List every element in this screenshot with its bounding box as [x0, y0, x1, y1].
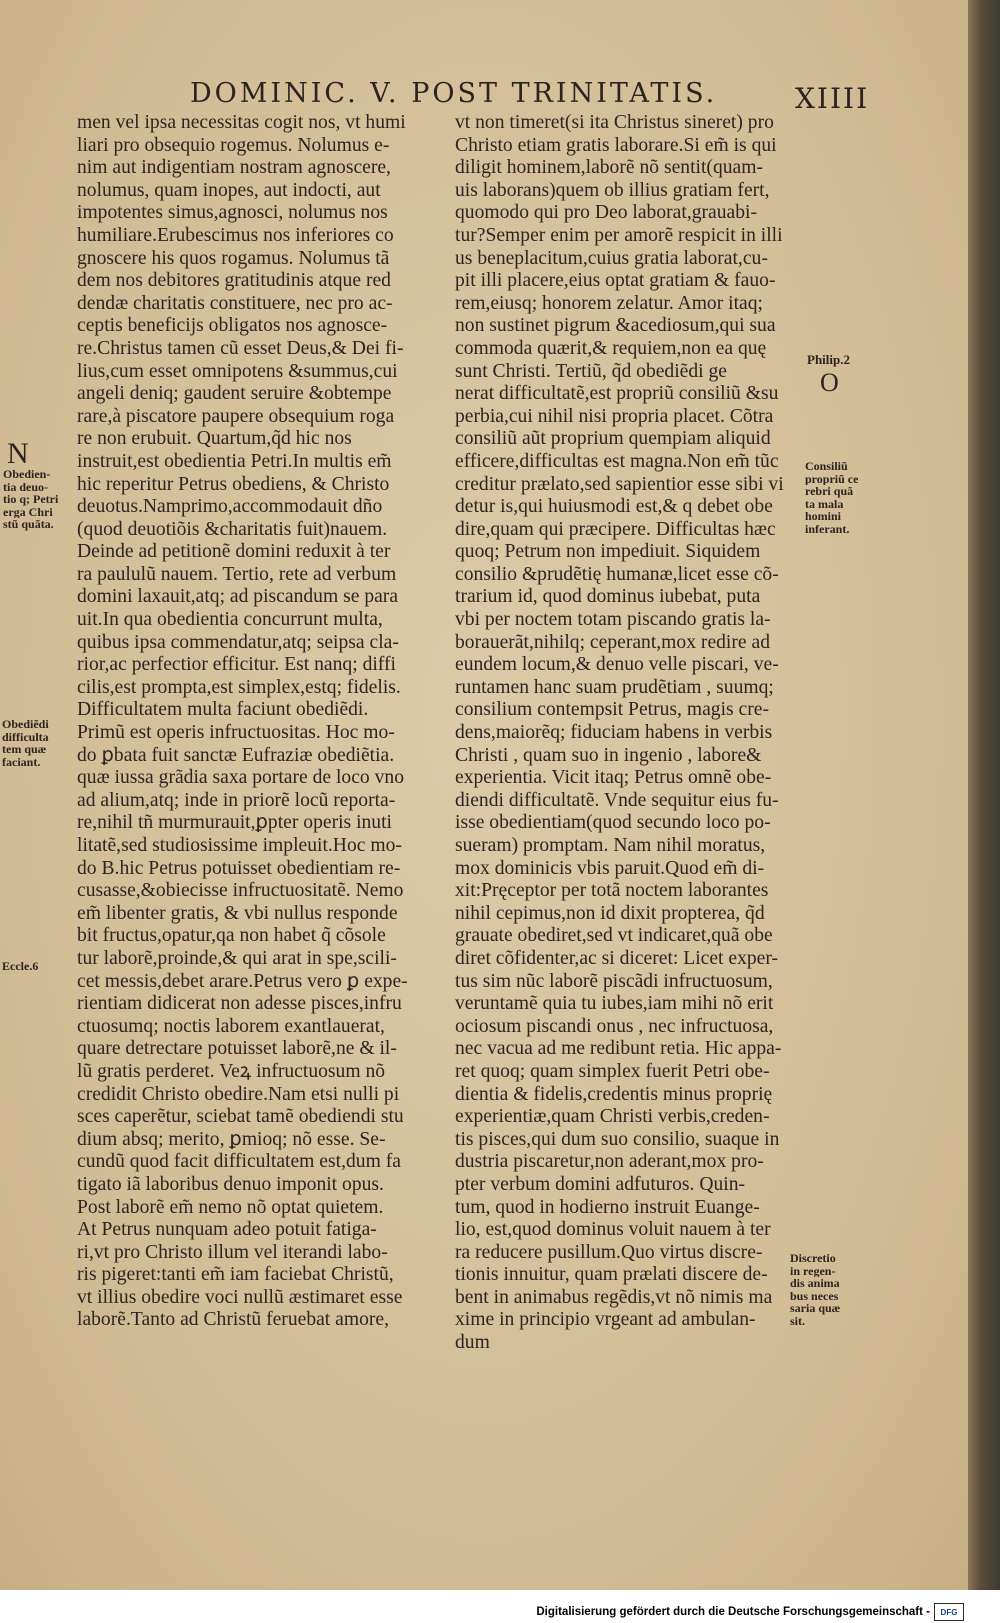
text-line: tus sim nũc laborẽ piscãdi infructuosum, — [455, 970, 773, 992]
text-line: dem nos debitores gratitudinis atque red — [77, 270, 391, 292]
text-line: diret cõfidenter,ac si diceret: Licet exper- — [455, 947, 779, 969]
text-line: detur is,qui huiusmodi est,& q debet obe — [455, 496, 773, 518]
text-line: non sustinet pigrum &acediosum,qui sua — [455, 315, 776, 337]
left-text-column — [77, 112, 439, 1332]
text-line: em̃ libenter gratis, & vbi nullus responde — [77, 902, 398, 924]
text-line: uis laborans)quem ob illius gratiam fert, — [455, 179, 770, 201]
text-line: vt illius obedire voci nullũ æstimaret esse — [77, 1286, 403, 1308]
text-line: Deinde ad petitionẽ domini reduxit à ter — [77, 541, 391, 563]
text-line: Christo etiam gratis laborare.Si em̃ is qui — [455, 134, 777, 156]
text-line: nolumus, quam inopes, aut indocti, aut — [77, 179, 381, 201]
margin-note-line: Obediẽdi — [2, 718, 49, 731]
text-line: nerat difficultatẽ,est propriũ consiliũ &su — [455, 383, 779, 405]
text-line: quare detrectare potuisset laborẽ,ne & il- — [77, 1038, 397, 1060]
text-line: eundem locum,& denuo velle piscari, ve- — [455, 654, 779, 676]
text-line: lio, est,quod dominus voluit nauem à ter — [455, 1219, 771, 1241]
text-line: humiliare.Erubescimus nos inferiores co — [77, 224, 394, 246]
margin-note-line: Consiliũ — [805, 460, 848, 473]
text-line: rem,eiusq; honorem zelatur. Amor itaq; — [455, 292, 763, 314]
text-line: experientia. Vicit itaq; Petrus omnẽ obe- — [455, 767, 772, 789]
running-head: DOMINIC. V. POST TRINITATIS. — [190, 78, 718, 109]
margin-note-line: Discretio — [790, 1252, 836, 1265]
text-line: credidit Christo obedire.Nam etsi nulli pi — [77, 1083, 400, 1105]
text-line: dientia & fidelis,credentis minus proprię — [455, 1083, 773, 1105]
text-line: dium absq; merito, ꝑmioq; nõ esse. Se- — [77, 1128, 386, 1150]
text-line: ociosum piscandi onus , nec infructuosa, — [455, 1015, 774, 1037]
text-line: tum, quod in hodierno instruit Euange- — [455, 1196, 760, 1218]
text-line: re non erubuit. Quartum,q̃d hic nos — [77, 428, 352, 450]
margin-note-line: erga Chri — [3, 505, 53, 518]
text-line: dustria piscaretur,non aderant,mox pro- — [455, 1151, 764, 1173]
margin-note-line: propriũ ce — [805, 472, 859, 485]
text-line: efficere,difficultas est magna.Non em̃ tũc — [455, 450, 779, 472]
margin-note-line: Obedien- — [3, 468, 51, 481]
text-line: consilio &prudẽtię humanæ,licet esse cõ- — [455, 563, 779, 585]
margin-note-obedientia — [3, 468, 58, 531]
text-line: tur laborẽ,proinde,& qui arat in spe,scili- — [77, 947, 397, 969]
text-line: dens,maiorẽq; fiduciam habens in verbis — [455, 722, 773, 744]
margin-note-line: ta mala — [805, 497, 844, 510]
text-line: diligit hominem,laborẽ nõ sentit(quam- — [455, 157, 763, 179]
text-line: diendi difficultatẽ. Vnde sequitur eius fu- — [455, 789, 779, 811]
text-line: dire,quam qui præcipere. Difficultas hæc — [455, 518, 776, 540]
text-line: vbi per noctem totam piscando gratis la- — [455, 609, 771, 631]
text-line: veruntamẽ quia tu iubes,iam mihi nõ erit — [455, 993, 774, 1015]
text-line: cusasse,&obiecisse infructuositatẽ. Nemo — [77, 880, 404, 902]
text-line: uit.In qua obedientia concurrunt multa, — [77, 609, 383, 631]
text-line: consiliũ aũt proprium quempiam aliquid — [455, 428, 771, 450]
text-line: bit fructus,opatur,qa non habet q̃ cõsole — [77, 925, 386, 947]
text-line: tionis innuitur, quam prælati discere de- — [455, 1264, 768, 1286]
text-line: gnoscere his quos rogamus. Nolumus tã — [77, 247, 390, 269]
margin-note-line: sit. — [790, 1314, 805, 1327]
text-line: rior,ac perfectior efficitur. Est nanq; diffi — [77, 654, 396, 676]
text-line: quoq; Petrum non impediuit. Siquidem — [455, 541, 761, 563]
margin-note-line: in regen- — [790, 1264, 836, 1277]
text-line: creditur prælato,sed sapientior esse sibi vi — [455, 473, 784, 495]
text-line: us beneplacitum,cuius gratia laborat,cu- — [455, 247, 768, 269]
margin-note-line: inferant. — [805, 522, 850, 535]
text-line: lũ gratis perderet. Veꝝ infructuosum nõ — [77, 1060, 386, 1082]
text-line: sces caperẽtur, sciebat tamẽ obediendi stu — [77, 1106, 404, 1128]
margin-note-line: saria quæ — [790, 1302, 841, 1315]
margin-note-line: tio q; Petri — [3, 493, 59, 506]
text-line: nec vacua ad me redibunt retia. Hic appa- — [455, 1038, 782, 1060]
text-line: tis pisces,qui dum suo consilio, suaque in — [455, 1128, 780, 1150]
text-line: deuotus.Namprimo,accommodauit dño — [77, 496, 383, 518]
margin-note-line: tia deuo- — [3, 480, 48, 493]
text-line: hic reperitur Petrus obediens, & Christo — [77, 473, 390, 495]
text-line: ceptis beneficijs obligatos nos agnosce- — [77, 315, 388, 337]
text-line: domini laxauit,atq; ad piscandum se para — [77, 586, 399, 608]
text-line: consilium contempsit Petrus, magis cre- — [455, 699, 769, 721]
text-line: pit illi placere,eius optat gratiam & fauo- — [455, 270, 776, 292]
text-line: rientiam didicerat non adesse pisces,infru — [77, 993, 402, 1015]
text-line: At Petrus nunquam adeo potuit fatiga- — [77, 1219, 377, 1241]
text-line: runtamen hanc suam prudẽtiam , suumq; — [455, 676, 774, 698]
text-line: ra reducere pusillum.Quo virtus discre- — [455, 1241, 763, 1263]
text-line: xime in principio vrgeant ad ambulan- — [455, 1309, 756, 1331]
text-line: cet messis,debet arare.Petrus vero ꝑ expe- — [77, 970, 408, 992]
text-line: lius,cum esset omnipotens &summus,cui — [77, 360, 398, 382]
margin-note-line: faciant. — [2, 755, 41, 768]
margin-note-line: difficulta — [2, 730, 49, 743]
text-line: mox dominicis vbis paruit.Quod em̃ di- — [455, 857, 765, 879]
margin-note-line: dis anima — [790, 1277, 840, 1290]
text-line: litatẽ,sed studiosissime impleuit.Hoc mo- — [77, 835, 402, 856]
text-line: sueram) promptam. Nam nihil moratus, — [455, 835, 766, 856]
right-text-column — [455, 112, 800, 1355]
text-line: sunt Christi. Tertiũ, q̃d obediẽdi ge — [455, 360, 728, 382]
text-line: Post laborẽ em̃ nemo nõ optat quietem. — [77, 1196, 384, 1218]
text-line: ctuosumq; noctis laborem exantlauerat, — [77, 1015, 385, 1037]
folio-number: XIIII — [795, 82, 870, 115]
page-edge-shadow — [968, 0, 1000, 1590]
text-line: dendæ charitatis constituere, nec pro ac- — [77, 292, 393, 314]
text-line: liari pro obsequio rogemus. Nolumus e- — [77, 134, 390, 156]
text-line: ad alium,atq; inde in priorẽ locũ reporta- — [77, 789, 396, 811]
text-line: xit:Pręceptor per totã noctem laborantes — [455, 880, 769, 902]
margin-note-line: tem quæ — [2, 743, 47, 756]
text-line: impotentes simus,agnosci, nolumus nos — [77, 202, 388, 224]
text-line: ri,vt pro Christo illum vel iterandi labo- — [77, 1241, 388, 1263]
text-line: instruit,est obedientia Petri.In multis em̃ — [77, 450, 392, 472]
text-line: dum — [455, 1332, 490, 1354]
margin-note-line: bus neces — [790, 1289, 839, 1302]
text-line: pter verbum domini adfuturos. Quin- — [455, 1173, 746, 1195]
text-line: ret quoq; quam simplex fuerit Petri obe- — [455, 1060, 770, 1082]
text-line: quæ iussa grãdia saxa portare de loco vno — [77, 767, 405, 789]
margin-note-line: Philip.2 — [807, 354, 850, 367]
text-line: grauate obediret,sed vt indicaret,quã obe — [455, 925, 773, 947]
text-line: bent in animabus regẽdis,vt nõ nimis ma — [455, 1286, 773, 1308]
text-line: vt non timeret(si ita Christus sineret) pro — [455, 112, 774, 133]
text-line: Difficultatem multa faciunt obediẽdi. — [77, 699, 369, 721]
text-line: isse obedientiam(quod secundo loco po- — [455, 812, 771, 834]
text-line: cilis,est prompta,est simplex,estq; fidelis. — [77, 676, 401, 698]
margin-note-line: Eccle.6 — [2, 960, 39, 973]
text-line: experientiæ,quam Christi verbis,creden- — [455, 1106, 770, 1128]
text-line: Primũ est operis infructuositas. Hoc mo- — [77, 722, 395, 744]
text-line: perbia,cui nihil nisi propria placet. Cõtra — [455, 405, 774, 427]
text-line: men vel ipsa necessitas cogit nos, vt humi — [77, 112, 406, 133]
margin-initial-left: N — [7, 437, 29, 470]
text-line: ra paululũ nauem. Tertio, rete ad verbum — [77, 563, 397, 585]
text-line: tur?Semper enim per amorẽ respicit in illi — [455, 224, 783, 246]
margin-note-discretio — [790, 1252, 840, 1327]
text-line: tigato iã laboribus denuo imponit opus. — [77, 1173, 384, 1195]
text-line: nihil cepimus,non id dixit propterea, q̃d — [455, 902, 765, 924]
text-line: laborẽ.Tanto ad Christũ feruebat amore, — [77, 1309, 390, 1331]
margin-note-line: homini — [805, 510, 842, 523]
dfg-logo: DFG — [934, 1603, 964, 1621]
text-line: commoda quærit,& requiem,non ea quę — [455, 337, 767, 359]
text-line: nim aut indigentiam nostram agnoscere, — [77, 157, 391, 179]
text-line: re.Christus tamen cũ esset Deus,& Dei fi- — [77, 337, 404, 359]
text-line: (quod deuotiõis &charitatis fuit)nauem. — [77, 518, 388, 540]
text-line: re,nihil tñ murmurauit,ꝑpter operis inuti — [77, 812, 392, 834]
margin-initial-right: O — [820, 368, 839, 397]
text-line: Christi , quam suo in ingenio , labore& — [455, 744, 762, 766]
margin-note-line: rebri quã — [805, 485, 854, 498]
text-line: trarium id, quod dominus iubebat, puta — [455, 586, 761, 608]
text-line: angeli deniq; gaudent seruire &obtempe — [77, 383, 392, 405]
text-line: cundũ quod facit difficultatem est,dum fa — [77, 1151, 401, 1173]
text-line: do ꝑbata fuit sanctæ Eufraziæ obediẽtia. — [77, 744, 395, 766]
footer-credit: Digitalisierung gefördert durch die Deutsche Forschungsgemeinschaft - — [536, 1606, 930, 1618]
text-line: ris pigeret:tanti em̃ iam faciebat Christũ, — [77, 1264, 394, 1286]
margin-note-consilium — [805, 460, 858, 535]
margin-note-difficultas — [2, 718, 49, 768]
text-line: quibus ipsa commendatur,atq; seipsa cla- — [77, 631, 399, 653]
text-line: borauerãt,nihilq; ceperant,mox redire ad — [455, 631, 770, 653]
margin-note-philip — [807, 354, 850, 367]
text-line: quomodo qui pro Deo laborat,grauabi- — [455, 202, 757, 224]
text-line: rare,à piscatore paupere obsequium roga — [77, 405, 395, 427]
text-line: do B.hic Petrus potuisset obedientiam re- — [77, 857, 401, 879]
margin-note-eccle — [2, 960, 38, 973]
margin-note-line: stũ quãta. — [3, 518, 54, 531]
